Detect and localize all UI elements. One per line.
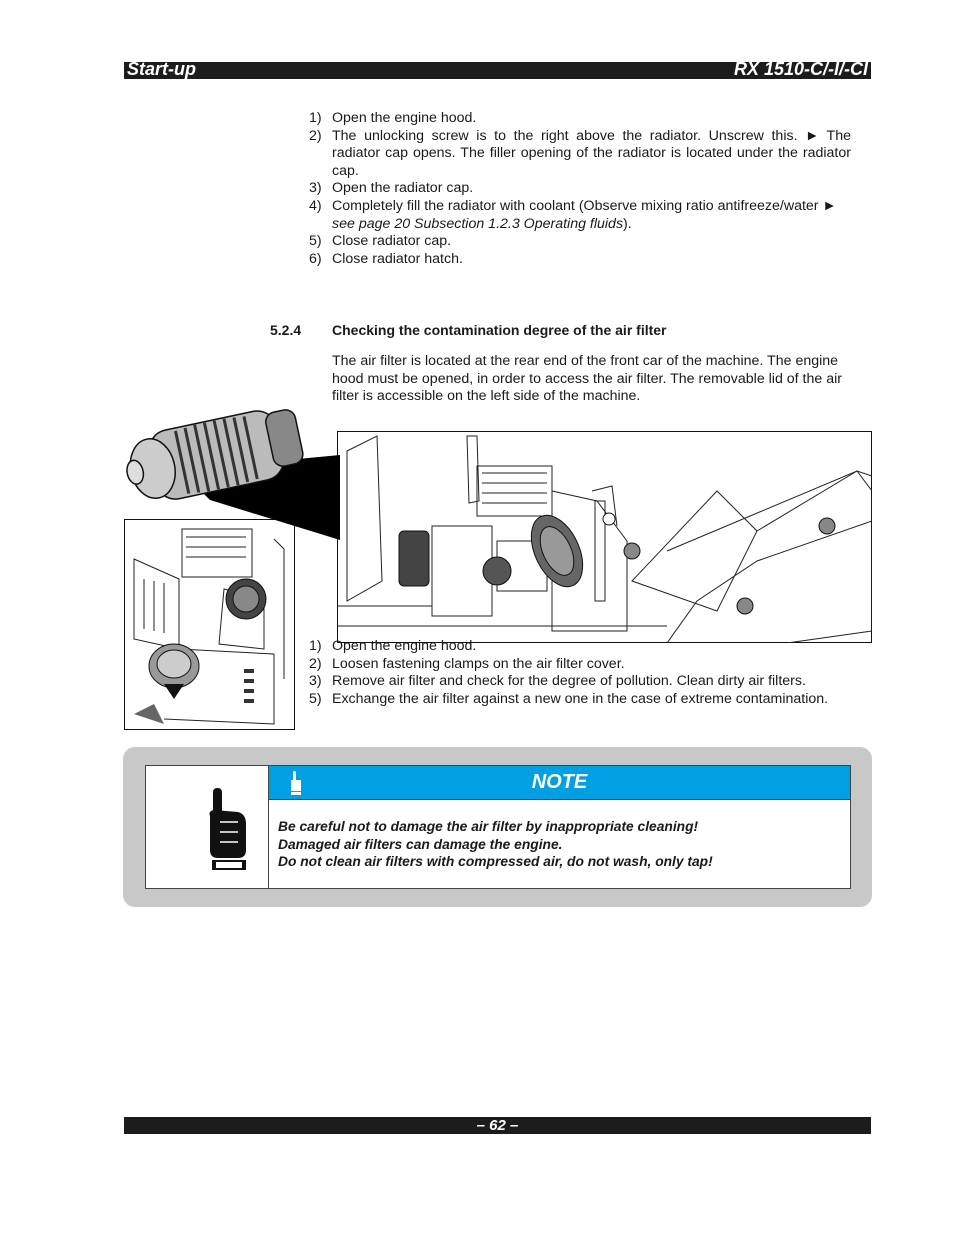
list-item: 1) Open the engine hood. (309, 110, 477, 126)
header-bar (124, 59, 871, 79)
list-item: 2) Loosen fastening clamps on the air filter cover. (309, 655, 625, 672)
note-icon-cell (146, 766, 269, 888)
section-number: 5.2.4 (270, 322, 302, 338)
list-item: 4) Completely fill the radiator with coolant (Observe mixing ratio antifreeze/water ► see page 20 Subsection 1.2.3 Operating fluids). (309, 197, 837, 232)
note-line: Do not clean air filters with compressed air, do not wash, only tap! (278, 854, 713, 870)
radiator-steps-list (309, 110, 851, 268)
note-title: NOTE (531, 771, 588, 793)
footer-bar (124, 1117, 871, 1134)
list-item: 2) The unlocking screw is to the right above the radiator. Unscrew this. ► The radiator cap opens. The filler opening of the radiator is located under the radiator cap. (309, 127, 851, 179)
note-panel (123, 747, 872, 907)
note-text (278, 818, 713, 871)
list-item: 6) Close radiator hatch. (309, 250, 463, 267)
pointing-hand-icon (146, 766, 268, 888)
section-title: Checking the contamination degree of the air filter (332, 322, 667, 338)
header-section-title: Start-up (127, 59, 196, 79)
note-line: Be careful not to damage the air filter by inappropriate cleaning! (278, 819, 699, 834)
page-number: – 62 – (476, 1117, 519, 1134)
cross-reference-link[interactable]: see page 20 Subsection 1.2.3 Operating fluids (332, 215, 624, 232)
list-item: 3) Remove air filter and check for the degree of pollution. Clean dirty air filters. (309, 673, 806, 690)
note-line: Damaged air filters can damage the engine. (278, 836, 563, 852)
air-filter-steps-list (309, 638, 851, 708)
side-view-illustration (124, 519, 295, 730)
list-item: 1) Open the engine hood. (309, 638, 477, 654)
note-title-bar (269, 766, 850, 800)
note-box (145, 765, 851, 889)
list-item: 3) Open the radiator cap. (309, 180, 474, 197)
header-model-name: RX 1510-C/-I/-CI (733, 59, 868, 79)
section-intro-paragraph: The air filter is located at the rear end of the front car of the machine. The engine hood must be opened, in order to access the air filter. The removable lid of the air filter is accessible on the left side of the machine. (332, 353, 842, 405)
engine-compartment-illustration (337, 431, 872, 643)
list-item: 5) Exchange the air filter against a new one in the case of extreme contamination. (309, 690, 829, 707)
air-filter-detail-illustration (110, 392, 350, 502)
list-item: 5) Close radiator cap. (309, 233, 452, 250)
